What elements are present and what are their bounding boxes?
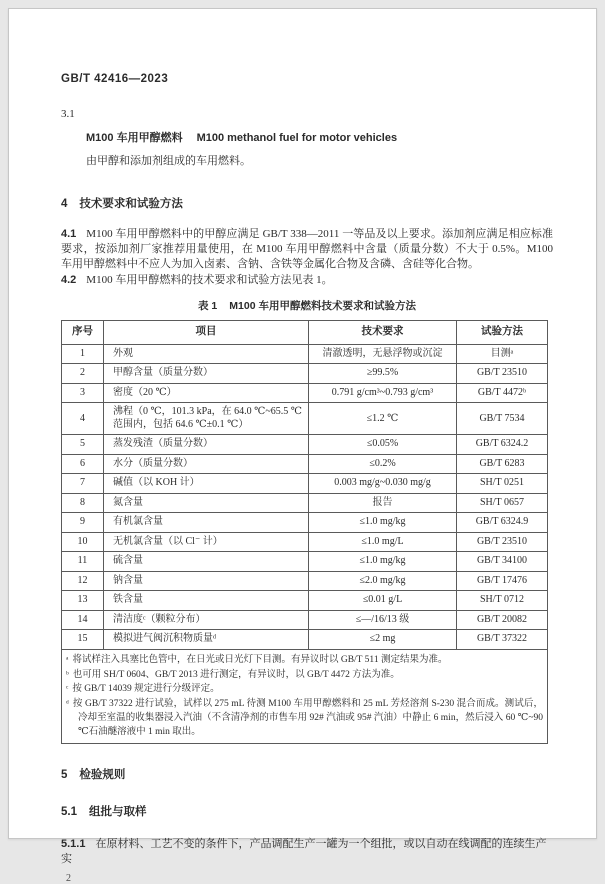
method-cell: GB/T 23510 [457,532,548,552]
item-cell: 无机氯含量（以 Cl⁻ 计） [104,532,309,552]
spec-table-row [62,552,548,572]
item-cell: 沸程（0 ℃，101.3 kPa，在 64.0 ℃~65.5 ℃范围内，包括 64.6 ℃±0.1 ℃） [104,403,309,435]
item-cell: 碱值（以 KOH 计） [104,474,309,494]
item-cell: 外观 [104,344,309,364]
requirement-cell: ≤0.2% [309,454,457,474]
spec-table-row [62,344,548,364]
spec-table-row [62,610,548,630]
footnote-mark: ᵈ [66,698,69,709]
requirement-cell: ≤2 mg [309,630,457,650]
item-cell: 硫含量 [104,552,309,572]
term-entry [61,129,553,145]
row-number-cell: 6 [62,454,104,474]
table-footnote: ᵃ 将试样注入具塞比色管中，在日光或日光灯下目测。有异议时以 GB/T 511 测定结果为准。 [66,653,448,665]
column-header-index: 序号 [62,320,104,344]
method-cell: SH/T 0657 [457,493,548,513]
requirement-cell: 清澈透明，无悬浮物或沉淀 [309,344,457,364]
clause-5-title: 检验规则 [79,768,126,781]
clause-4-2-number: 4.2 [61,273,77,286]
clause-5-1-heading [61,803,553,819]
spec-table-body [62,344,548,649]
row-number-cell: 3 [62,383,104,403]
spec-table [61,320,548,744]
row-number-cell: 2 [62,364,104,384]
spec-table-row [62,591,548,611]
table-1-caption [61,298,553,313]
table-1-caption-label: 表 1 [198,299,218,312]
spec-table-footnote-row [62,649,548,743]
method-cell: GB/T 20082 [457,610,548,630]
term-chinese: M100 车用甲醇燃料 [86,132,183,144]
clause-5-number: 5 [61,768,68,781]
requirement-cell: ≤0.01 g/L [309,591,457,611]
method-cell: SH/T 0251 [457,474,548,494]
table-footnote: ᵈ 按 GB/T 37322 进行试验，试样以 275 mL 待测 M100 车用甲醇燃料和 25 mL 芳烃溶剂 S-230 混合而成。测试后，冷却至室温的收集器浸入汽油（不含清净剂的市售车用 92# 汽油或 95# 汽油）中静止 6 min，然后浸入 60 ℃~90 ℃石油醚溶液中 1 min 取出。 [66,698,543,737]
row-number-cell: 11 [62,552,104,572]
method-cell: 目测ᵃ [457,344,548,364]
spec-table-row [62,513,548,533]
clause-4-2-paragraph [61,273,553,288]
item-cell: 甲醇含量（质量分数） [104,364,309,384]
row-number-cell: 13 [62,591,104,611]
spec-table-row [62,383,548,403]
method-cell: SH/T 0712 [457,591,548,611]
item-cell: 钠含量 [104,571,309,591]
method-cell: GB/T 37322 [457,630,548,650]
table-footnote: ᶜ 按 GB/T 14039 规定进行分级评定。 [66,683,220,695]
row-number-cell: 12 [62,571,104,591]
row-number-cell: 10 [62,532,104,552]
clause-5-1-1-paragraph [61,837,553,867]
method-cell: GB/T 17476 [457,571,548,591]
requirement-cell: ≤1.2 ℃ [309,403,457,435]
item-cell: 蒸发残渣（质量分数） [104,435,309,455]
method-cell: GB/T 23510 [457,364,548,384]
clause-5-1-1-number: 5.1.1 [61,837,86,850]
spec-table-header-row [62,320,548,344]
column-header-item: 项目 [104,320,309,344]
requirement-cell: ≤2.0 mg/kg [309,571,457,591]
table-footnote: ᵇ 也可用 SH/T 0604、GB/T 2013 进行测定，有异议时，以 GB/T 4472 方法为准。 [66,668,400,680]
requirement-cell: ≤1.0 mg/L [309,532,457,552]
method-cell: GB/T 7534 [457,403,548,435]
clause-5-1-title: 组批与取样 [89,805,147,818]
spec-table-row [62,474,548,494]
clause-4-2-text: M100 车用甲醇燃料的技术要求和试验方法见表 1。 [86,273,333,286]
footnote-mark: ᵇ [66,668,69,679]
item-cell: 清洁度ᶜ（颗粒分布） [104,610,309,630]
term-english: M100 methanol fuel for motor vehicles [196,132,398,144]
clause-4-number: 4 [61,198,68,210]
item-cell: 氮含量 [104,493,309,513]
spec-table-row [62,435,548,455]
clause-4-1-paragraph [61,227,553,273]
clause-4-1-number: 4.1 [61,228,77,240]
row-number-cell: 1 [62,344,104,364]
table-footnotes [62,649,548,743]
spec-table-row [62,493,548,513]
clause-4-heading [61,195,553,211]
item-cell: 有机氯含量 [104,513,309,533]
spec-table-row [62,403,548,435]
method-cell: GB/T 4472ᵇ [457,383,548,403]
term-definition: 由甲醇和添加剂组成的车用燃料。 [86,155,251,167]
requirement-cell: ≤0.05% [309,435,457,455]
requirement-cell: 0.003 mg/g~0.030 mg/g [309,474,457,494]
spec-table-row [62,630,548,650]
table-1-caption-text: M100 车用甲醇燃料技术要求和试验方法 [229,299,416,312]
item-cell: 铁含量 [104,591,309,611]
method-cell: GB/T 6324.9 [457,513,548,533]
column-header-requirement: 技术要求 [309,320,457,344]
clause-4-title: 技术要求和试验方法 [79,198,183,210]
spec-table-row [62,364,548,384]
method-cell: GB/T 6283 [457,454,548,474]
spec-table-row [62,454,548,474]
item-cell: 水分（质量分数） [104,454,309,474]
row-number-cell: 9 [62,513,104,533]
item-cell: 密度（20 ℃） [104,383,309,403]
requirement-cell: 0.791 g/cm³~0.793 g/cm³ [309,383,457,403]
column-header-method: 试验方法 [457,320,548,344]
clause-5-1-number: 5.1 [61,805,77,818]
footnote-mark: ᵃ [66,653,69,664]
standard-number: GB/T 42416—2023 [61,73,169,85]
clause-4-1-text: M100 车用甲醇燃料中的甲醇应满足 GB/T 338—2011 一等品及以上要求。添加剂应满足相应标准要求，按添加剂厂家推荐用量使用，在 M100 车用甲醇燃料中含量（质量分数）不大于 0.5%。M100 车用甲醇燃料中不应人为加入卤素、含钠、含铁等金属化合物及含磷、含硅等化合物。 [61,228,553,271]
clause-5-heading [61,766,553,782]
row-number-cell: 15 [62,630,104,650]
page-number: 2 [66,873,71,884]
requirement-cell: ≤1.0 mg/kg [309,513,457,533]
row-number-cell: 7 [62,474,104,494]
method-cell: GB/T 6324.2 [457,435,548,455]
spec-table-row [62,532,548,552]
clause-3-1-number: 3.1 [61,108,75,120]
requirement-cell: ≤—/16/13 级 [309,610,457,630]
row-number-cell: 14 [62,610,104,630]
item-cell: 模拟进气阀沉积物质量ᵈ [104,630,309,650]
spec-table-row [62,571,548,591]
footnote-mark: ᶜ [66,683,69,694]
requirement-cell: ≤1.0 mg/kg [309,552,457,572]
document-page [8,8,597,884]
method-cell: GB/T 34100 [457,552,548,572]
row-number-cell: 8 [62,493,104,513]
row-number-cell: 5 [62,435,104,455]
clause-5-1-1-text: 在原材料、工艺不变的条件下，产品调配生产一罐为一个组批，或以自动在线调配的连续生产实 [61,837,547,865]
row-number-cell: 4 [62,403,104,435]
requirement-cell: ≥99.5% [309,364,457,384]
requirement-cell: 报告 [309,493,457,513]
